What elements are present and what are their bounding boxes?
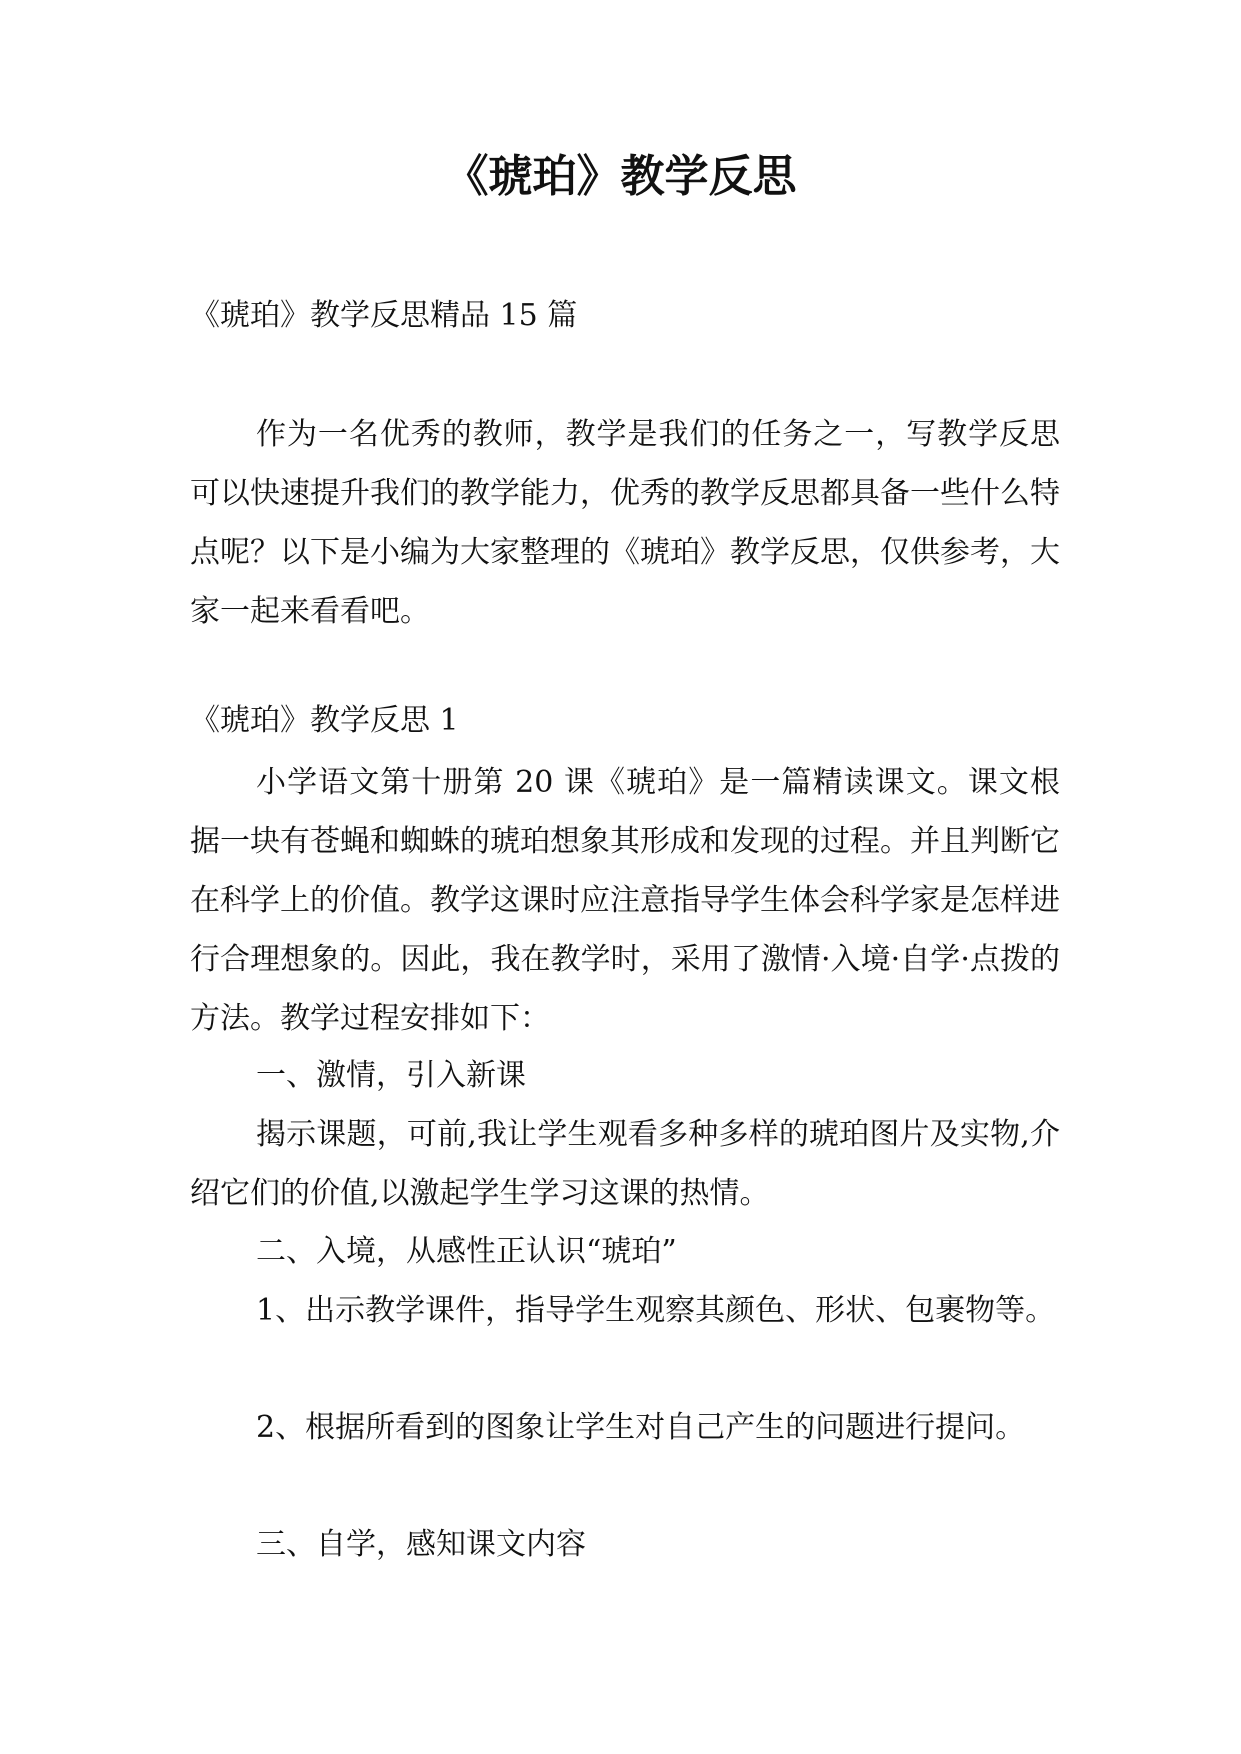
step2-item-1: 1、出示教学课件，指导学生观察其颜色、形状、包裹物等。 — [256, 1293, 1056, 1328]
step2-heading: 二、入境，从感性正认识“琥珀” — [256, 1234, 677, 1269]
intro-paragraph: 作为一名优秀的教师，教学是我们的任务之一，写教学反思可以快速提升我们的教学能力，优秀的教学反思都具备一些什么特点呢？以下是小编为大家整理的《琥珀》教学反思，仅供参考，大家一起来看看吧。 — [190, 417, 1060, 629]
step3-heading: 三、自学，感知课文内容 — [256, 1527, 586, 1562]
step1-heading: 一、激情，引入新课 — [256, 1058, 526, 1093]
document-subtitle: 《琥珀》教学反思精品 15 篇 — [190, 298, 578, 333]
step2-item-2: 2、根据所看到的图象让学生对自己产生的问题进行提问。 — [256, 1410, 1026, 1445]
step1-text: 揭示课题，可前,我让学生观看多种多样的琥珀图片及实物,介绍它们的价值,以激起学生学习这课的热情。 — [190, 1117, 1060, 1211]
section-paragraph: 小学语文第十册第 20 课《琥珀》是一篇精读课文。课文根据一块有苍蝇和蜘蛛的琥珀想象其形成和发现的过程。并且判断它在科学上的价值。教学这课时应注意指导学生体会科学家是怎样进行合理想象的。因此，我在教学时，采用了激情·入境·自学·点拨的方法。教学过程安排如下： — [190, 765, 1060, 1036]
document-title: 《琥珀》教学反思 — [444, 151, 797, 202]
section-heading: 《琥珀》教学反思 1 — [190, 703, 459, 738]
